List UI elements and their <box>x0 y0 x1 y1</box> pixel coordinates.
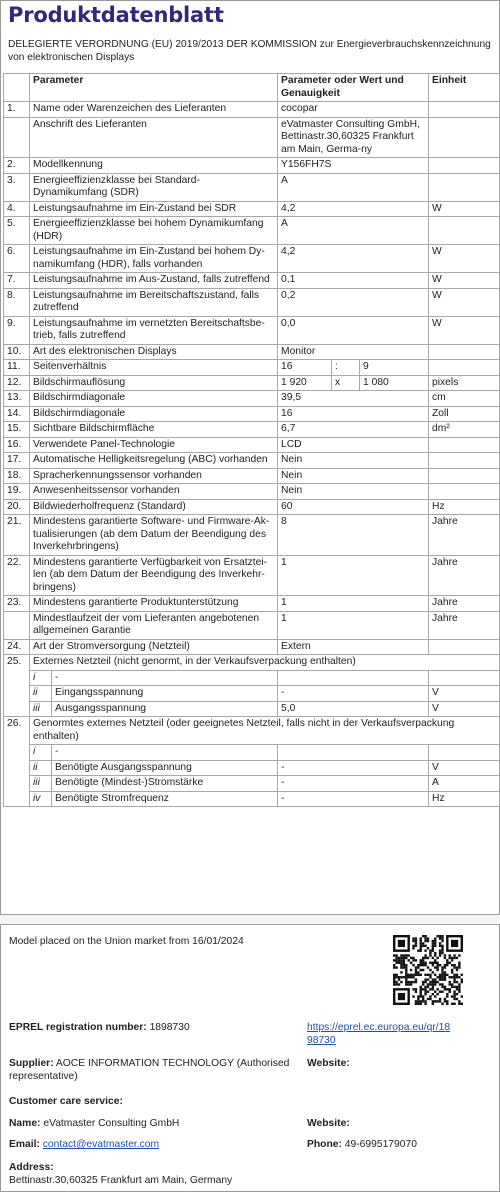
table-subrow <box>4 776 500 792</box>
row-value: 6,7 <box>278 422 429 438</box>
row-value: Nein <box>278 484 429 500</box>
customer-address <box>9 1161 232 1187</box>
subrow-index: ii <box>30 760 52 776</box>
row-unit: Jahre <box>429 555 500 596</box>
row-unit <box>429 360 500 376</box>
eprel-number: 1898730 <box>149 1022 190 1033</box>
subrow-parameter: Benötigte Ausgangsspannung <box>52 760 278 776</box>
row-value: 1 <box>278 555 429 596</box>
table-subrow <box>4 686 500 702</box>
row-parameter: Leistungsaufnahme im vernetzten Bereitschaftsbe-trieb, falls zutreffend <box>30 316 278 344</box>
subrow-unit: Hz <box>429 791 500 807</box>
row-unit <box>429 468 500 484</box>
table-row <box>4 596 500 612</box>
table-row <box>4 102 500 118</box>
row-unit <box>429 344 500 360</box>
subrow-unit: V <box>429 686 500 702</box>
row-number: 23. <box>4 596 30 612</box>
table-row <box>4 158 500 174</box>
table-row <box>4 437 500 453</box>
table-row <box>4 288 500 316</box>
eprel-registration <box>9 1021 190 1034</box>
row-number <box>4 611 30 639</box>
row-number: 13. <box>4 391 30 407</box>
table-subrow <box>4 745 500 761</box>
address-label: Address: <box>9 1162 54 1173</box>
row-value: Y156FH7S <box>278 158 429 174</box>
row-value-b: 1 080 <box>360 375 429 391</box>
table-row <box>4 173 500 201</box>
row-parameter: Mindestens garantierte Verfügbarkeit von Ersatztei-len (ab dem Datum der Beendigung des Inverkehr-bringens) <box>30 555 278 596</box>
row-number: 14. <box>4 406 30 422</box>
phone-value: 49-6995179070 <box>344 1139 417 1150</box>
table-subrow <box>4 670 500 686</box>
row-number: 20. <box>4 499 30 515</box>
row-number: 12. <box>4 375 30 391</box>
row-value-separator: x <box>332 375 360 391</box>
row-value: A <box>278 173 429 201</box>
header-index <box>4 74 30 102</box>
email-link[interactable]: contact@evatmaster.com <box>42 1139 160 1150</box>
subrow-unit: A <box>429 776 500 792</box>
row-number: 16. <box>4 437 30 453</box>
row-value: eVatmaster Consulting GmbH, Bettinastr.30,60325 Frankfurt am Main, Germa-ny <box>278 117 429 158</box>
row-parameter: Mindestens garantierte Software- und Firmware-Ak-tualisierungen (ab dem Datum der Beendigung des Inverkehrbringens) <box>30 515 278 556</box>
row-unit <box>429 639 500 655</box>
subrow-parameter: - <box>52 670 278 686</box>
table-row <box>4 453 500 469</box>
table-row <box>4 611 500 639</box>
row-parameter: Anwesenheitssensor vorhanden <box>30 484 278 500</box>
table-row <box>4 468 500 484</box>
row-number: 11. <box>4 360 30 376</box>
row-value: 0,2 <box>278 288 429 316</box>
table-row <box>4 406 500 422</box>
address-value: Bettinastr.30,60325 Frankfurt am Main, Germany <box>9 1175 233 1186</box>
subrow-parameter: - <box>52 745 278 761</box>
row-number: 6. <box>4 245 30 273</box>
row-value-a: 1 920 <box>278 375 332 391</box>
row-number <box>4 117 30 158</box>
subrow-index: iv <box>30 791 52 807</box>
row-group-label: Externes Netzteil (nicht genormt, in der Verkaufsverpackung enthalten) <box>30 655 500 671</box>
row-number: 21. <box>4 515 30 556</box>
row-value: LCD <box>278 437 429 453</box>
row-number: 3. <box>4 173 30 201</box>
row-number: 18. <box>4 468 30 484</box>
row-value: 1 <box>278 596 429 612</box>
eprel-label: EPREL registration number: <box>9 1022 147 1033</box>
row-value: Monitor <box>278 344 429 360</box>
row-number: 24. <box>4 639 30 655</box>
table-subrow <box>4 791 500 807</box>
row-number: 1. <box>4 102 30 118</box>
table-row <box>4 217 500 245</box>
row-parameter: Mindestens garantierte Produktunterstützung <box>30 596 278 612</box>
row-number: 22. <box>4 555 30 596</box>
row-number: 4. <box>4 201 30 217</box>
eprel-link-line1[interactable]: https://eprel.ec.europa.eu/qr/18 <box>307 1022 451 1033</box>
row-number: 9. <box>4 316 30 344</box>
subrow-parameter: Eingangsspannung <box>52 686 278 702</box>
row-number: 15. <box>4 422 30 438</box>
table-row <box>4 499 500 515</box>
row-parameter: Spracherkennungssensor vorhanden <box>30 468 278 484</box>
row-number: 26. <box>4 717 30 807</box>
table-row <box>4 117 500 158</box>
row-unit <box>429 484 500 500</box>
subrow-value: - <box>278 760 429 776</box>
row-unit: Hz <box>429 499 500 515</box>
row-value: cocopar <box>278 102 429 118</box>
market-date-text: Model placed on the Union market from 16/01/2024 <box>9 936 244 947</box>
table-row <box>4 484 500 500</box>
subrow-unit: V <box>429 760 500 776</box>
row-unit <box>429 173 500 201</box>
subrow-parameter: Ausgangsspannung <box>52 701 278 717</box>
row-parameter: Bildwiederholfrequenz (Standard) <box>30 499 278 515</box>
table-row <box>4 201 500 217</box>
subrow-value: - <box>278 791 429 807</box>
table-subrow <box>4 701 500 717</box>
table-row <box>4 555 500 596</box>
customer-phone <box>307 1138 417 1151</box>
row-number: 7. <box>4 273 30 289</box>
row-parameter: Energieeffizienzklasse bei hohem Dynamikumfang (HDR) <box>30 217 278 245</box>
table-row <box>4 316 500 344</box>
table-row <box>4 273 500 289</box>
row-value: A <box>278 217 429 245</box>
row-parameter: Modellkennung <box>30 158 278 174</box>
row-unit: W <box>429 316 500 344</box>
row-number: 17. <box>4 453 30 469</box>
table-row <box>4 391 500 407</box>
subrow-index: iii <box>30 701 52 717</box>
row-parameter: Automatische Helligkeitsregelung (ABC) vorhanden <box>30 453 278 469</box>
row-parameter: Leistungsaufnahme im Ein-Zustand bei SDR <box>30 201 278 217</box>
row-unit: dm² <box>429 422 500 438</box>
customer-name <box>9 1117 179 1130</box>
name-label: Name: <box>9 1118 41 1129</box>
table-row <box>4 344 500 360</box>
row-value: Extern <box>278 639 429 655</box>
spec-table <box>3 73 500 807</box>
row-parameter: Mindestlaufzeit der vom Lieferanten angebotenen allgemeinen Garantie <box>30 611 278 639</box>
table-subrow <box>4 760 500 776</box>
row-parameter: Bildschirmauflösung <box>30 375 278 391</box>
row-parameter: Seitenverhältnis <box>30 360 278 376</box>
subrow-value: - <box>278 776 429 792</box>
subrow-index: i <box>30 745 52 761</box>
row-parameter: Energieeffizienzklasse bei Standard-Dynamikumfang (SDR) <box>30 173 278 201</box>
row-number: 10. <box>4 344 30 360</box>
row-parameter: Sichtbare Bildschirmfläche <box>30 422 278 438</box>
row-value: 60 <box>278 499 429 515</box>
row-parameter: Leistungsaufnahme im Aus-Zustand, falls zutreffend <box>30 273 278 289</box>
row-number: 25. <box>4 655 30 717</box>
row-value: 39,5 <box>278 391 429 407</box>
row-unit <box>429 217 500 245</box>
row-parameter: Bildschirmdiagonale <box>30 406 278 422</box>
table-row <box>4 655 500 671</box>
row-unit: W <box>429 273 500 289</box>
row-unit: Zoll <box>429 406 500 422</box>
header-parameter: Parameter <box>30 74 278 102</box>
table-row <box>4 422 500 438</box>
row-number: 19. <box>4 484 30 500</box>
supplier-value-line1: AOCE INFORMATION TECHNOLOGY (Authorised <box>55 1058 290 1069</box>
row-value: 4,2 <box>278 245 429 273</box>
row-number: 2. <box>4 158 30 174</box>
eprel-link[interactable] <box>307 1021 450 1047</box>
supplier-value-line2: representative) <box>9 1071 78 1082</box>
row-value: 8 <box>278 515 429 556</box>
supplier-label: Supplier: <box>9 1058 54 1069</box>
phone-label: Phone: <box>307 1139 342 1150</box>
row-parameter: Leistungsaufnahme im Bereitschaftszustand, falls zutreffend <box>30 288 278 316</box>
regulation-subtitle: DELEGIERTE VERORDNUNG (EU) 2019/2013 DER KOMMISSION zur Energieverbrauchskennzeichnung von elektronischen Displays <box>8 39 491 63</box>
subrow-parameter: Benötigte (Mindest-)Stromstärke <box>52 776 278 792</box>
table-row <box>4 360 500 376</box>
subrow-index: ii <box>30 686 52 702</box>
row-value: 16 <box>278 406 429 422</box>
subrow-index: i <box>30 670 52 686</box>
row-unit: cm <box>429 391 500 407</box>
table-header-row <box>4 74 500 102</box>
row-unit <box>429 102 500 118</box>
row-unit <box>429 453 500 469</box>
customer-care-heading: Customer care service: <box>9 1096 123 1107</box>
table-row <box>4 717 500 745</box>
supplier-website-label: Website: <box>307 1058 350 1069</box>
subrow-unit <box>429 670 500 686</box>
row-number: 8. <box>4 288 30 316</box>
subrow-unit: V <box>429 701 500 717</box>
table-row <box>4 245 500 273</box>
row-value-b: 9 <box>360 360 429 376</box>
email-label: Email: <box>9 1139 40 1150</box>
row-parameter: Leistungsaufnahme im Ein-Zustand bei hohem Dy-namikumfang (HDR), falls vorhanden <box>30 245 278 273</box>
row-value-separator: : <box>332 360 360 376</box>
row-unit: pixels <box>429 375 500 391</box>
row-unit <box>429 117 500 158</box>
header-value: Parameter oder Wert und Genauigkeit <box>278 74 429 102</box>
row-unit <box>429 158 500 174</box>
row-unit: W <box>429 201 500 217</box>
supplier-block <box>9 1057 289 1083</box>
customer-website-label: Website: <box>307 1118 350 1129</box>
row-value-a: 16 <box>278 360 332 376</box>
row-value: 1 <box>278 611 429 639</box>
row-parameter: Bildschirmdiagonale <box>30 391 278 407</box>
row-unit <box>429 437 500 453</box>
subrow-value <box>278 745 429 761</box>
page-title: Produktdatenblatt <box>8 3 224 27</box>
row-value: 4,2 <box>278 201 429 217</box>
table-row <box>4 639 500 655</box>
name-value: eVatmaster Consulting GmbH <box>43 1118 180 1129</box>
row-value: Nein <box>278 468 429 484</box>
subrow-index: iii <box>30 776 52 792</box>
row-number: 5. <box>4 217 30 245</box>
header-unit: Einheit <box>429 74 500 102</box>
row-unit: Jahre <box>429 596 500 612</box>
row-parameter: Name oder Warenzeichen des Lieferanten <box>30 102 278 118</box>
subrow-value: 5,0 <box>278 701 429 717</box>
subrow-value: - <box>278 686 429 702</box>
eprel-link-line2[interactable]: 98730 <box>307 1035 336 1046</box>
row-parameter: Art des elektronischen Displays <box>30 344 278 360</box>
row-parameter: Art der Stromversorgung (Netzteil) <box>30 639 278 655</box>
row-value: 0,1 <box>278 273 429 289</box>
subrow-unit <box>429 745 500 761</box>
customer-email <box>9 1138 159 1151</box>
row-group-label: Genormtes externes Netzteil (oder geeignetes Netzteil, falls nicht in der Verkaufsverpackung enthalten) <box>30 717 500 745</box>
table-row <box>4 515 500 556</box>
row-unit: W <box>429 245 500 273</box>
row-parameter: Verwendete Panel-Technologie <box>30 437 278 453</box>
row-value: Nein <box>278 453 429 469</box>
table-row <box>4 375 500 391</box>
row-parameter: Anschrift des Lieferanten <box>30 117 278 158</box>
row-unit: W <box>429 288 500 316</box>
qr-code-icon <box>393 935 463 1005</box>
row-value: 0,0 <box>278 316 429 344</box>
row-unit: Jahre <box>429 515 500 556</box>
subrow-value <box>278 670 429 686</box>
row-unit: Jahre <box>429 611 500 639</box>
eprel-info-card <box>0 924 500 1192</box>
subrow-parameter: Benötigte Stromfrequenz <box>52 791 278 807</box>
